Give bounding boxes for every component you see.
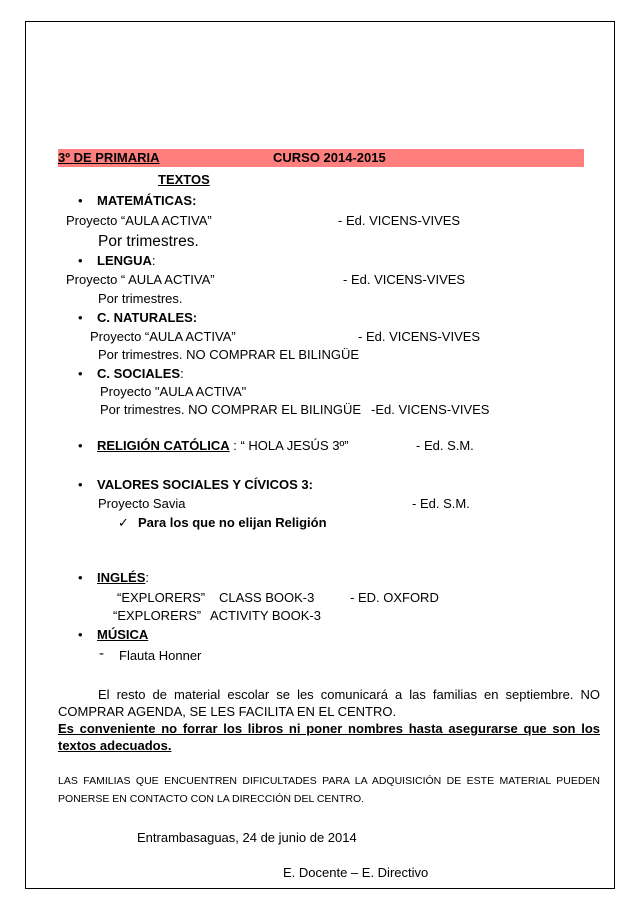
bullet-icon: • bbox=[78, 627, 83, 642]
naturales-note: Por trimestres. NO COMPRAR EL BILINGÜE bbox=[98, 347, 360, 362]
subject-ingles-suffix: : bbox=[145, 570, 150, 585]
subject-religion bbox=[97, 438, 349, 454]
sociales-publisher: -Ed. VICENS-VIVES bbox=[371, 402, 490, 417]
musica-dash: - bbox=[99, 645, 104, 662]
place-date: Entrambasaguas, 24 de junio de 2014 bbox=[137, 830, 357, 845]
grade-label: 3º DE PRIMARIA bbox=[58, 150, 160, 165]
valores-publisher: - Ed. S.M. bbox=[412, 496, 470, 511]
ingles-book2-title: “EXPLORERS” bbox=[113, 608, 202, 623]
subject-lengua-name: LENGUA bbox=[97, 253, 152, 268]
ingles-book2-type: ACTIVITY BOOK-3 bbox=[210, 608, 322, 623]
bullet-icon: • bbox=[78, 438, 83, 453]
bullet-icon: • bbox=[78, 253, 83, 268]
signature: E. Docente – E. Directivo bbox=[283, 865, 429, 880]
ingles-book1-type: CLASS BOOK-3 bbox=[219, 590, 315, 605]
subject-religion-name: RELIGIÓN CATÓLICA bbox=[97, 438, 230, 453]
section-title: TEXTOS bbox=[158, 172, 210, 187]
sociales-note: Por trimestres. NO COMPRAR EL BILINGÜE bbox=[100, 402, 362, 417]
material-paragraph: El resto de material escolar se les comunicará a las familias en septiembre. NO COMPRAR AGENDA, SE LES FACILITA EN EL CENTRO. bbox=[58, 687, 600, 719]
lengua-project: Proyecto “ AULA ACTIVA” bbox=[66, 272, 215, 287]
bullet-icon: • bbox=[78, 366, 83, 381]
lengua-publisher: - Ed. VICENS-VIVES bbox=[343, 272, 466, 287]
religion-publisher: - Ed. S.M. bbox=[416, 438, 474, 453]
subject-sociales bbox=[97, 366, 184, 382]
subject-ingles bbox=[97, 570, 149, 586]
bullet-icon: • bbox=[78, 193, 83, 208]
bullet-icon: • bbox=[78, 310, 83, 325]
subject-matematicas: MATEMÁTICAS: bbox=[97, 193, 197, 208]
religion-book: : “ HOLA JESÚS 3º” bbox=[229, 438, 349, 453]
bullet-icon: • bbox=[78, 570, 83, 585]
subject-sociales-suffix: : bbox=[180, 366, 184, 381]
course-label: CURSO 2014-2015 bbox=[273, 150, 386, 165]
checkmark-icon: ✓ bbox=[118, 515, 129, 530]
naturales-project: Proyecto “AULA ACTIVA” bbox=[90, 329, 236, 344]
subject-musica: MÚSICA bbox=[97, 627, 149, 642]
subject-sociales-name: C. SOCIALES bbox=[97, 366, 181, 381]
subject-lengua bbox=[97, 253, 156, 269]
naturales-publisher: - Ed. VICENS-VIVES bbox=[358, 329, 481, 344]
subject-valores: VALORES SOCIALES Y CÍVICOS 3: bbox=[97, 477, 313, 492]
families-paragraph: LAS FAMILIAS QUE ENCUENTREN DIFICULTADES PARA LA ADQUISICIÓN DE ESTE MATERIAL PUEDEN PONERSE EN CONTACTO CON LA DIRECCIÓN DEL CENTRO. bbox=[58, 775, 600, 805]
lengua-note: Por trimestres. bbox=[98, 291, 183, 306]
valores-check-note: Para los que no elijan Religión bbox=[138, 515, 327, 530]
ingles-book1-title: “EXPLORERS” bbox=[117, 590, 206, 605]
musica-item: Flauta Honner bbox=[119, 648, 202, 663]
valores-project: Proyecto Savia bbox=[98, 496, 186, 511]
subject-lengua-suffix: : bbox=[151, 253, 156, 268]
matematicas-project: Proyecto “AULA ACTIVA” bbox=[66, 213, 212, 228]
sociales-project: Proyecto "AULA ACTIVA" bbox=[100, 384, 247, 399]
warning-paragraph: Es conveniente no forrar los libros ni poner nombres hasta asegurarse que son los textos adecuados. bbox=[58, 721, 600, 753]
matematicas-note: Por trimestres. bbox=[98, 233, 199, 250]
bullet-icon: • bbox=[78, 477, 83, 492]
matematicas-publisher: - Ed. VICENS-VIVES bbox=[338, 213, 461, 228]
ingles-book1-publisher: - ED. OXFORD bbox=[350, 590, 439, 605]
subject-naturales: C. NATURALES: bbox=[97, 310, 198, 325]
subject-ingles-name: INGLÉS bbox=[97, 570, 146, 585]
